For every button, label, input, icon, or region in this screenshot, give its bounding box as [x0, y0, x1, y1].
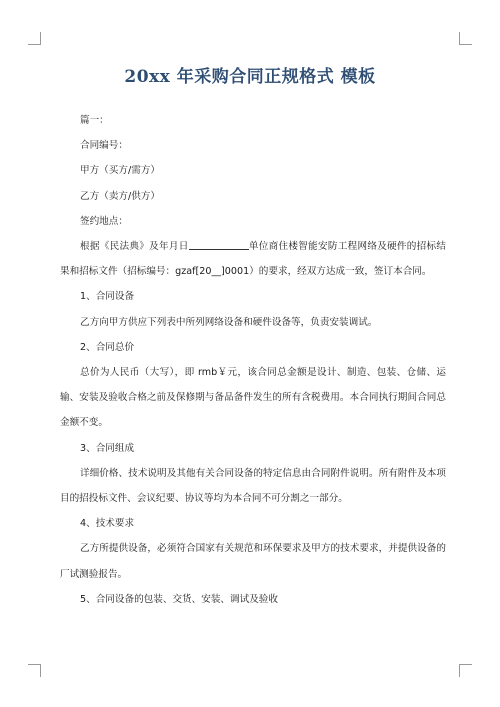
section-4-heading: 4、技术要求 — [80, 518, 135, 530]
section-1-body: 乙方向甲方供应下列表中所列网络设备和硬件设备等，负责安装调试。 — [80, 316, 378, 328]
section-2-body: 总价为人民币（大写），即 rmb￥元，该合同总金额是设计、制造、包装、仓储、运输、安装及验收合格之前及保修期与备品备件发生的所有含税费用。本合同执行期间合同总金额不变。 — [60, 366, 446, 429]
party-b-label: 乙方（卖方/供方） — [80, 190, 160, 202]
intro-text-pre: 根据《民法典》及年月日 — [80, 240, 189, 252]
crop-mark-bottom-left — [28, 664, 41, 677]
contract-number-label: 合同编号： — [80, 140, 128, 152]
section-1-heading: 1、合同设备 — [80, 291, 135, 303]
intro-paragraph — [60, 234, 446, 284]
blank-underline — [189, 239, 249, 250]
crop-mark-top-left — [28, 32, 41, 45]
chapter-label: 篇一： — [80, 115, 109, 126]
intro-text-post: 单位商住楼智能安防工程网络及硬件的招标结果和招标文件（招标编号：gzaf[20__]0001）的要求，经双方达成一致，签订本合同。 — [60, 240, 447, 278]
party-a-label: 甲方（买方/需方） — [80, 165, 160, 177]
document-title: 20xx 年采购合同正规格式 模板 — [124, 67, 376, 87]
crop-mark-bottom-right — [459, 664, 472, 677]
section-5-heading: 5、合同设备的包装、交货、安装、调试及验收 — [80, 593, 278, 605]
section-3-heading: 3、合同组成 — [80, 442, 135, 454]
signing-location-label: 签约地点： — [80, 215, 128, 227]
document-body — [60, 108, 446, 612]
section-3-body: 详细价格、技术说明及其他有关合同设备的特定信息由合同附件说明。所有附件及本项目的招投标文件、会议纪要、协议等均为本合同不可分割之一部分。 — [60, 467, 446, 504]
section-2-heading: 2、合同总价 — [80, 341, 135, 353]
section-4-body: 乙方所提供设备，必须符合国家有关规范和环保要求及甲方的技术要求，并提供设备的厂试测验报告。 — [60, 543, 446, 580]
crop-mark-top-right — [459, 32, 472, 45]
